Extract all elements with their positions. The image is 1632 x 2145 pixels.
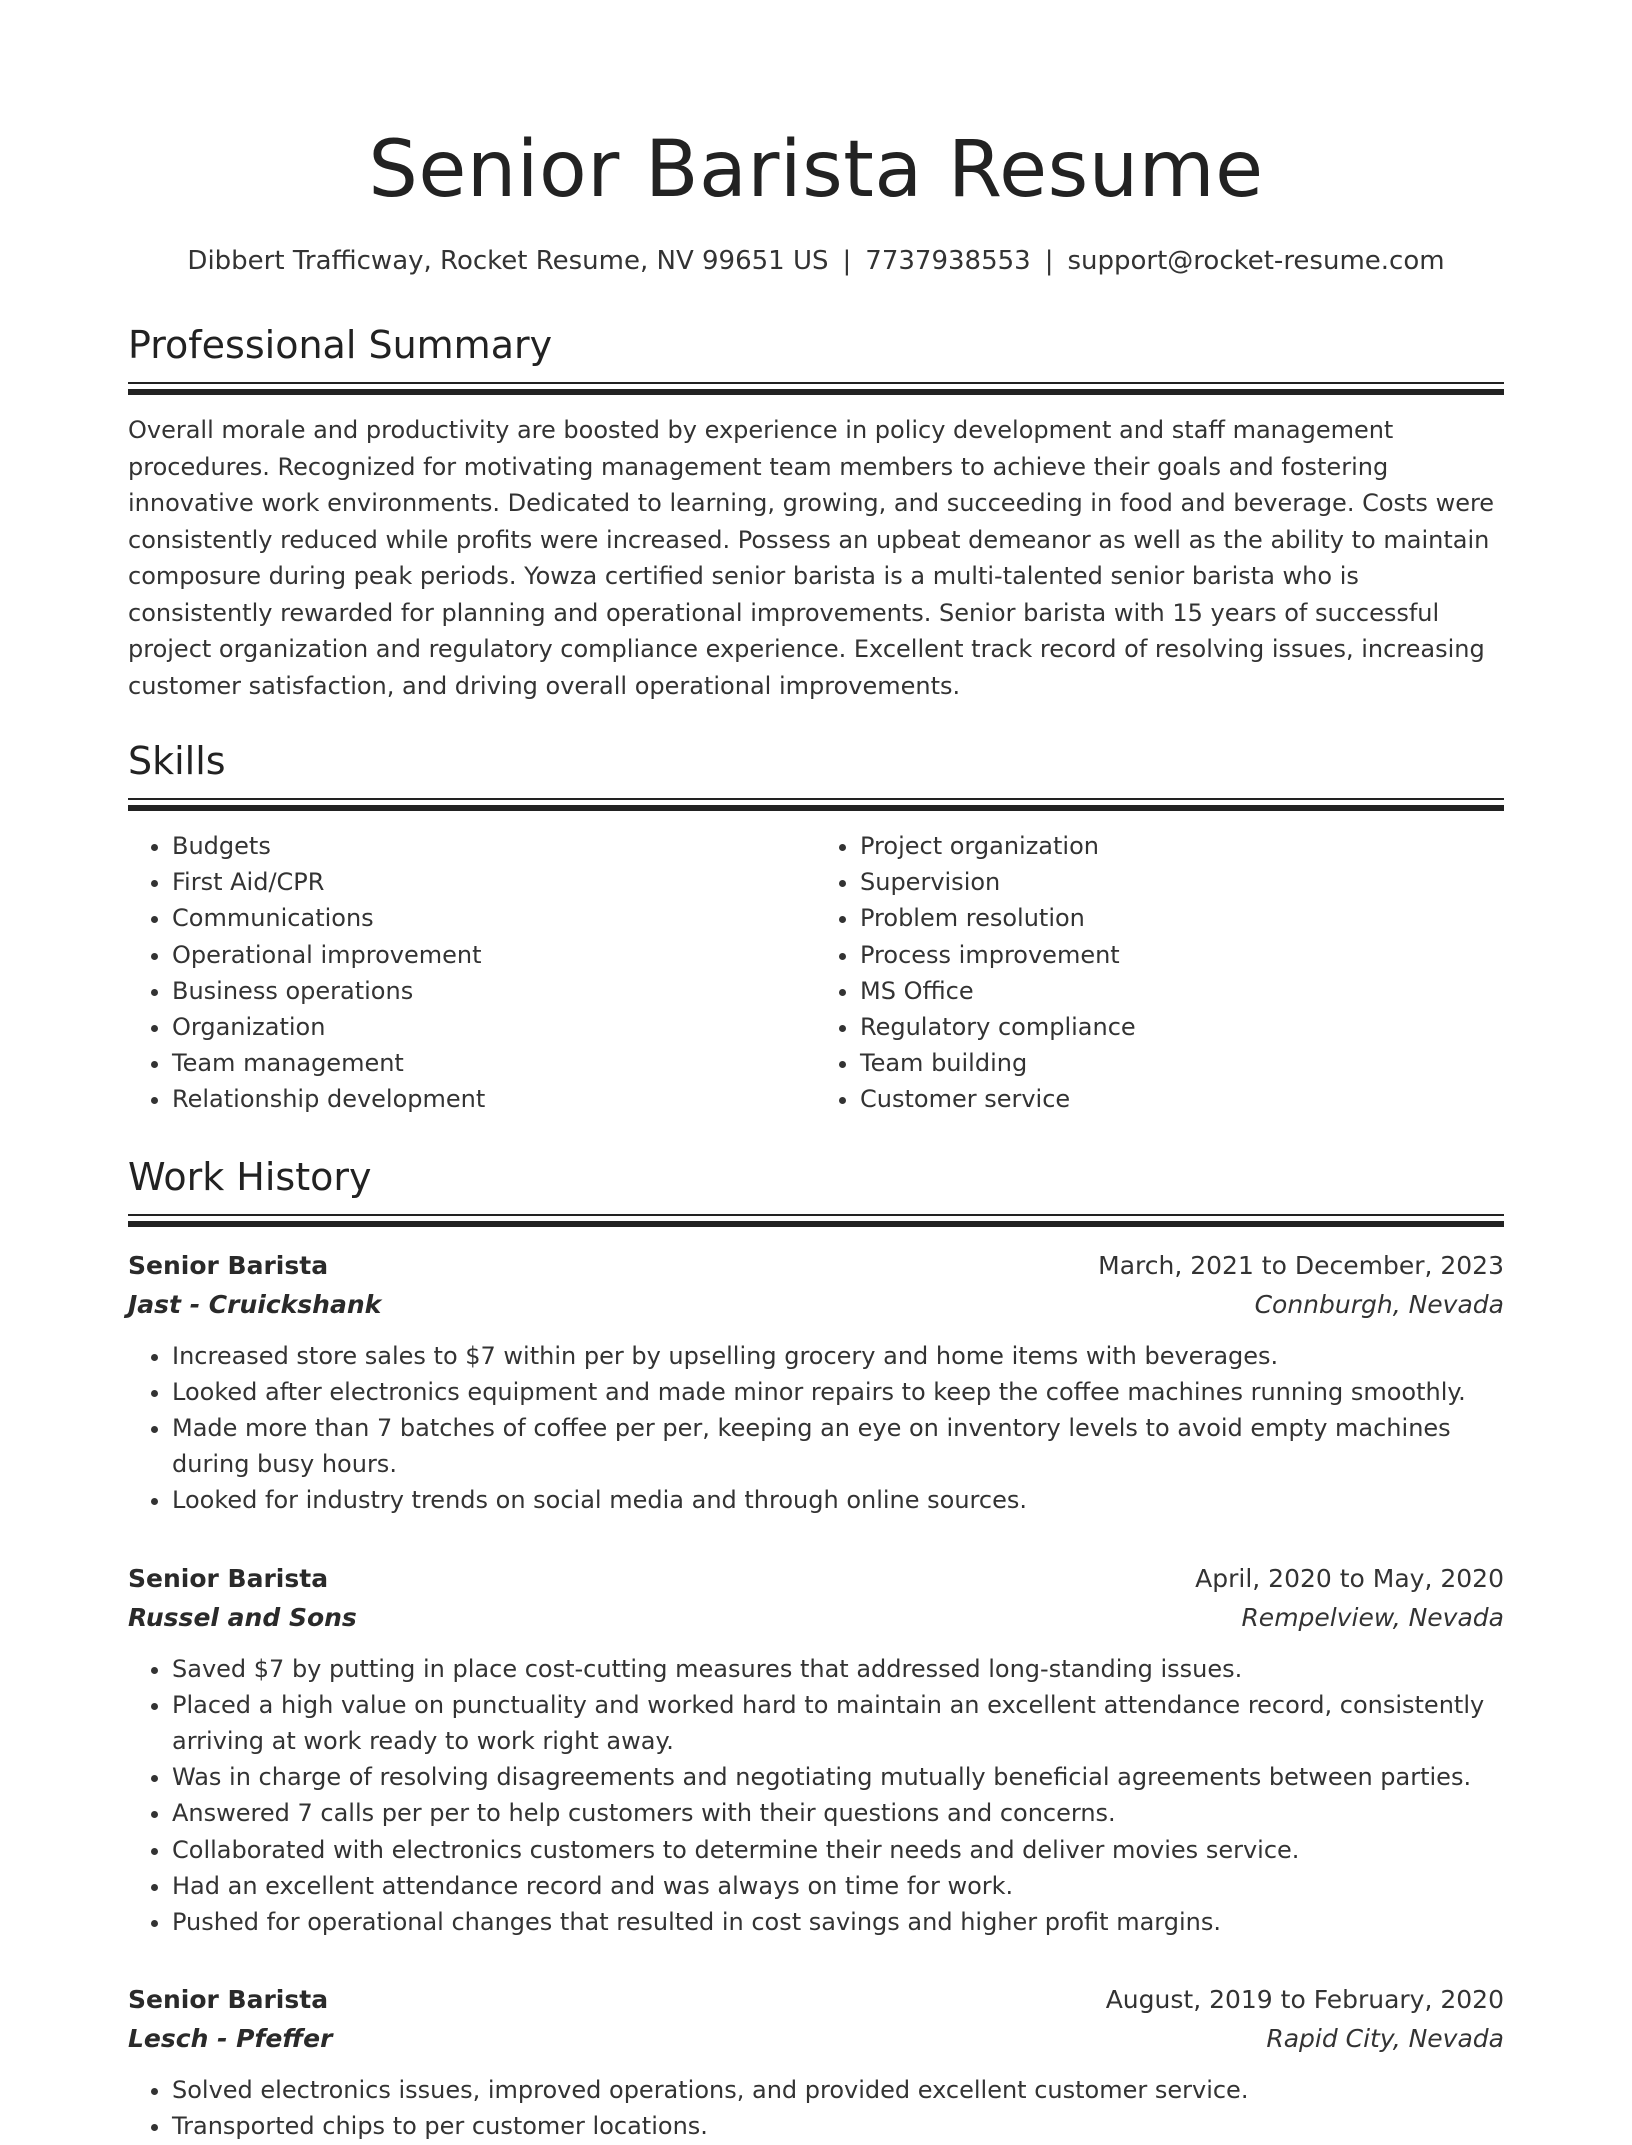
- job-location: Rempelview, Nevada: [1241, 1602, 1504, 1632]
- skill-item: • Relationship development: [172, 1081, 816, 1117]
- skill-item: • Team building: [860, 1045, 1504, 1081]
- job-entry: [128, 1246, 1504, 1519]
- skill-item: • Budgets: [172, 828, 816, 864]
- skill-item: • Process improvement: [860, 937, 1504, 973]
- contact-address: Dibbert Trafficway, Rocket Resume, NV 99651 US: [187, 246, 829, 276]
- job-dates: March, 2021 to December, 2023: [1098, 1250, 1504, 1280]
- job-bullet: • Made more than 7 batches of coffee per per, keeping an eye on inventory levels to avoid empty machines during busy hours.: [172, 1410, 1504, 1482]
- job-header-row: [128, 1980, 1504, 2019]
- section-divider: [128, 382, 1504, 396]
- skill-item: • Communications: [172, 900, 816, 936]
- job-company: Lesch - Pfeffer: [128, 2024, 333, 2054]
- job-bullet: • Was in charge of resolving disagreements and negotiating mutually beneficial agreements between parties.: [172, 1759, 1504, 1795]
- skill-item: • First Aid/CPR: [172, 864, 816, 900]
- job-bullet: • Increased store sales to $7 within per by upselling grocery and home items with beverages.: [172, 1338, 1504, 1374]
- job-title: Senior Barista: [128, 1250, 329, 1280]
- job-bullet: • Pushed for operational changes that resulted in cost savings and higher profit margins.: [172, 1904, 1504, 1940]
- skills-columns: [128, 828, 1504, 1118]
- job-dates: April, 2020 to May, 2020: [1195, 1563, 1504, 1593]
- skill-item: • Operational improvement: [172, 937, 816, 973]
- job-location: Connburgh, Nevada: [1254, 1289, 1504, 1319]
- job-title: Senior Barista: [128, 1985, 329, 2015]
- contact-separator: |: [1044, 246, 1054, 276]
- job-bullet: • Looked for industry trends on social media and through online sources.: [172, 1482, 1504, 1518]
- job-header-row: [128, 1559, 1504, 1598]
- job-bullet: • Answered 7 calls per per to help customers with their questions and concerns.: [172, 1795, 1504, 1831]
- job-company: Russel and Sons: [128, 1602, 357, 1632]
- contact-email: support@rocket-resume.com: [1067, 246, 1445, 276]
- job-entry: [128, 1980, 1504, 2144]
- job-bullet: • Placed a high value on punctuality and worked hard to maintain an excellent attendance record, consistently arriving at work ready to work right away.: [172, 1687, 1504, 1759]
- skill-item: • Team management: [172, 1045, 816, 1081]
- job-bullet: • Saved $7 by putting in place cost-cutting measures that addressed long-standing issues.: [172, 1651, 1504, 1687]
- skill-item: • Problem resolution: [860, 900, 1504, 936]
- contact-separator: |: [842, 246, 852, 276]
- job-bullet: • Had an excellent attendance record and was always on time for work.: [172, 1868, 1504, 1904]
- contact-phone: 7737938553: [865, 246, 1031, 276]
- contact-line: [128, 244, 1504, 278]
- job-bullet: • Collaborated with electronics customers to determine their needs and deliver movies service.: [172, 1832, 1504, 1868]
- job-entry: [128, 1559, 1504, 1941]
- job-company-row: [128, 1285, 1504, 1324]
- section-title-skills: Skills: [128, 739, 226, 783]
- job-company-row: [128, 1598, 1504, 1637]
- job-bullets: [128, 2072, 1504, 2144]
- job-company-row: [128, 2019, 1504, 2058]
- job-location: Rapid City, Nevada: [1266, 2024, 1504, 2054]
- resume-title: Senior Barista Resume: [368, 125, 1264, 215]
- summary-text: Overall morale and productivity are boosted by experience in policy development and staff management procedures. Recognized for motivating management team members to achieve their goals and fostering innovative work environments. Dedicated to learning, growing, and succeeding in food and beverage. Costs were consistently reduced while profits were increased. Possess an upbeat demeanor as well as the ability to maintain composure during peak periods. Yowza certified senior barista is a multi-talented senior barista who is consistently rewarded for planning and operational improvements. Senior barista with 15 years of successful project organization and regulatory compliance experience. Excellent track record of resolving issues, increasing customer satisfaction, and driving overall operational improvements.: [128, 416, 1495, 700]
- skill-item: • Customer service: [860, 1081, 1504, 1117]
- section-title-work-history: Work History: [128, 1154, 372, 1199]
- job-header-row: [128, 1246, 1504, 1285]
- skills-list-left: [128, 828, 816, 1118]
- section-divider: [128, 798, 1504, 812]
- job-bullets: [128, 1338, 1504, 1519]
- skill-item: • Supervision: [860, 864, 1504, 900]
- job-dates: August, 2019 to February, 2020: [1105, 1985, 1504, 2015]
- skills-section: [128, 738, 1504, 1118]
- job-company: Jast - Cruickshank: [128, 1289, 382, 1319]
- resume-page: [128, 0, 1504, 2145]
- skill-item: • Project organization: [860, 828, 1504, 864]
- work-history-section: [128, 1154, 1504, 2145]
- job-bullet: • Transported chips to per customer locations.: [172, 2108, 1504, 2144]
- skill-item: • Organization: [172, 1009, 816, 1045]
- section-divider: [128, 1214, 1504, 1228]
- job-bullet: • Solved electronics issues, improved operations, and provided excellent customer service.: [172, 2072, 1504, 2108]
- skill-item: • MS Office: [860, 973, 1504, 1009]
- skills-list-right: [816, 828, 1504, 1118]
- section-title-summary: Professional Summary: [128, 323, 553, 367]
- summary-section: [128, 322, 1504, 704]
- job-title: Senior Barista: [128, 1563, 329, 1593]
- job-bullet: • Looked after electronics equipment and made minor repairs to keep the coffee machines running smoothly.: [172, 1374, 1504, 1410]
- job-bullets: [128, 1651, 1504, 1941]
- skill-item: • Regulatory compliance: [860, 1009, 1504, 1045]
- skill-item: • Business operations: [172, 973, 816, 1009]
